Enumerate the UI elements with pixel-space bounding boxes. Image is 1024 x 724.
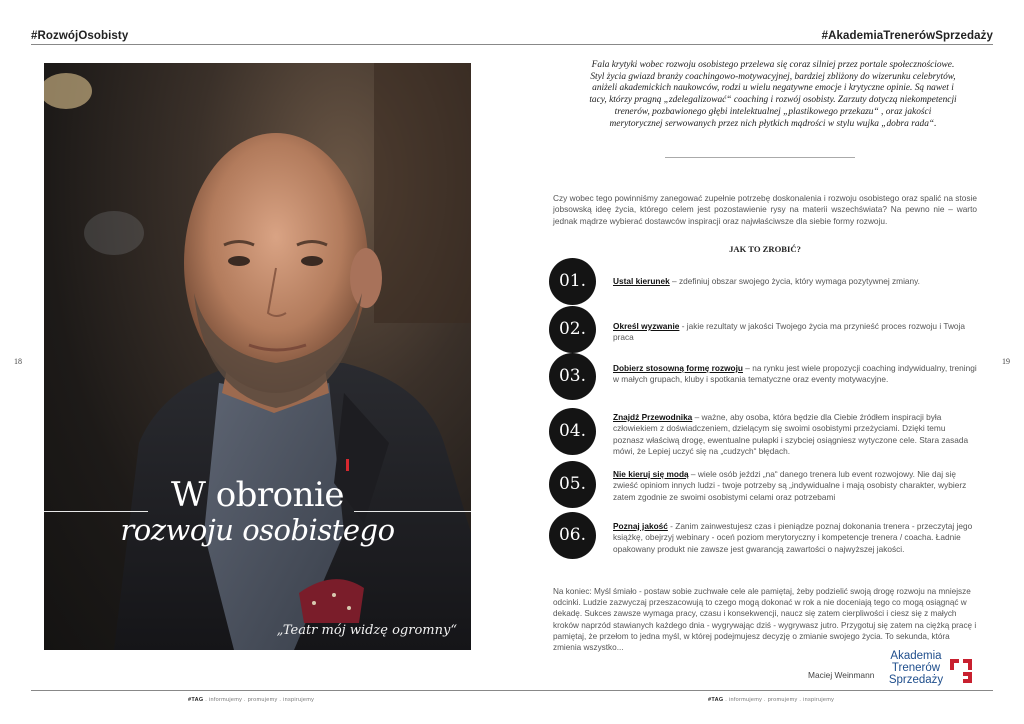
step-6	[549, 512, 979, 562]
header-divider	[31, 44, 993, 45]
footer-brand: #TAG	[188, 697, 204, 703]
step-number-badge: 05.	[549, 461, 596, 508]
intro-divider	[665, 157, 855, 158]
portrait-illustration	[44, 63, 471, 650]
step-5	[549, 461, 979, 511]
step-2	[549, 306, 979, 356]
footer-tagline: . informujemy . promujemy . inspirujemy	[205, 697, 315, 703]
step-text	[613, 521, 978, 555]
lead-paragraph: Czy wobec tego powinniśmy zanegować zupełnie potrzebę doskonalenia i rozwoju osobistego oraz spalić na stosie jobsowską ideę życia, którego celem jest pozostawienie rysy na materii wszechświata? Na pewno nie – warto jednak mądrze wybierać dostawców inspiracji oraz najwłaściwsze dla siebie formy rozwoju.	[553, 193, 977, 226]
step-title: Znajdź Przewodnika	[613, 412, 693, 422]
step-number-badge: 03.	[549, 353, 596, 400]
step-title: Nie kieruj się modą	[613, 469, 689, 479]
footer-tagline: . informujemy . promujemy . inspirujemy	[725, 697, 835, 703]
logo-line-1: Akademia	[890, 650, 942, 662]
closing-paragraph: Na koniec: Myśl śmiało - postaw sobie zuchwałe cele ale pamiętaj, żeby podzielić swoją drogę rozwoju na mniejsze odcinki. Ludzie zazwyczaj przeszacowują to czego mogą dokonać w rok a nie doceniają tego co mogą osiągnąć w dekadę. Sukces zawsze wymaga pracy, czasu i konsekwencji, naucz się zatem cierpliwości i ciesz się z małych kroków naprzód stawianych każdego dnia - wygrywając dziś - wygrywasz jutro. Przygotuj się zatem na ciężką pracę i pamiętaj, że przełom to jedna myśl, w której podejmujesz decyzję o zmianie swojego życia. To sekunda, która zmienia wszystko...	[553, 587, 977, 653]
step-number-badge: 02.	[549, 306, 596, 353]
step-description: – ważne, aby osoba, która będzie dla Ciebie źródłem inspiracji była człowiekiem z doświadczeniem, dzielącym się swoimi osobistymi przeżyciami. Dzięki temu poznasz właściwą drogę, ewentualne pułapki i szybciej osiągniesz wytyczone cele. Stara zasada mówi, że Lepiej uczyć się na „cudzych“ błędach.	[613, 412, 969, 457]
article-title-line1: W obronie	[170, 475, 345, 515]
portrait-photo	[44, 63, 471, 650]
step-title: Ustal kierunek	[613, 276, 670, 286]
howto-heading: JAK TO ZROBIĆ?	[729, 244, 801, 254]
step-number-badge: 04.	[549, 408, 596, 455]
logo-line-2: Trenerów	[891, 662, 941, 674]
ats-logo-text	[885, 650, 947, 686]
step-description: - Zanim zainwestujesz czas i pieniądze poznaj dokonania trenera - przeczytaj jego książkę, obejrzyj webinary - oceń poziom merytoryczny i kompetencje trenera / coacha. Ładnie opakowany produkt nie zawsze jest gwarancją zawartości o najwyższej jakości.	[613, 521, 973, 554]
ats-logo-icon	[948, 657, 974, 685]
step-title: Poznaj jakość	[613, 521, 668, 531]
step-description: – wiele osób jeździ „na“ danego trenera lub event rozwojowy. Nie daj się zwieść opiniom innych ludzi - twoje potrzeby są „indywidualne i mają osobisty charakter, wybierz zatem zgodnie ze swoimi osobistymi celami oraz potrzebami	[613, 469, 967, 502]
step-1	[549, 258, 979, 308]
step-number-badge: 06.	[549, 512, 596, 559]
intro-paragraph: Fala krytyki wobec rozwoju osobistego przelewa się coraz silniej przez portale społecznościowe. Styl życia gwiazd branży coachingowo-motywacyjnej, bardziej zbliżony do wizerunku celebrytów, aniżeli akademickich naukowców, rodzi u wielu negatywne emocje i krytyczne opinie. Są nawet i tacy, którzy pragną „zdelegalizować“ coaching i rozwój osobisty. Zarzuty dotyczą niekompetencji trenerów, pozbawionego głębi intelektualnej „plastikowego przekazu“ , oraz jakości merytorycznej serwowanych przez nich płytkich mądrości w stylu wujka „dobra rada“.	[589, 60, 957, 129]
author-name: Maciej Weinmann	[808, 670, 875, 680]
article-title-line2: rozwoju osobistego	[120, 513, 395, 547]
footer-divider	[31, 690, 993, 691]
step-text	[613, 469, 978, 503]
step-3	[549, 353, 979, 403]
step-text	[613, 321, 978, 344]
header-right-hashtag: #AkademiaTrenerówSprzedaży	[821, 30, 993, 42]
step-title: Określ wyzwanie	[613, 321, 680, 331]
step-4	[549, 408, 979, 458]
step-text	[613, 276, 978, 287]
step-number-badge: 01.	[549, 258, 596, 305]
step-description: – zdefiniuj obszar swojego życia, który wymaga pozytywnej zmiany.	[669, 276, 920, 286]
step-title: Dobierz stosowną formę rozwoju	[613, 363, 743, 373]
logo-line-3: Sprzedaży	[888, 674, 944, 686]
page-number-right: 19	[1002, 357, 1010, 366]
cover-quote: „Teatr mój widzę ogromny“	[276, 623, 457, 638]
step-text	[613, 363, 978, 386]
step-description: – na rynku jest wiele propozycji coaching indywidualny, treningi w małych grupach, kluby i spotkania tematyczne oraz eventy motywacyjne.	[613, 363, 977, 385]
footer-brand: #TAG	[708, 697, 724, 703]
footer-right	[708, 697, 834, 703]
step-description: - jakie rezultaty w jakości Twojego życia ma przynieść proces rozwoju i Twoja praca	[613, 321, 966, 343]
header-left-hashtag: #RozwójOsobisty	[31, 30, 129, 42]
footer-left	[188, 697, 314, 703]
page-number-left: 18	[14, 357, 22, 366]
step-text	[613, 412, 978, 458]
